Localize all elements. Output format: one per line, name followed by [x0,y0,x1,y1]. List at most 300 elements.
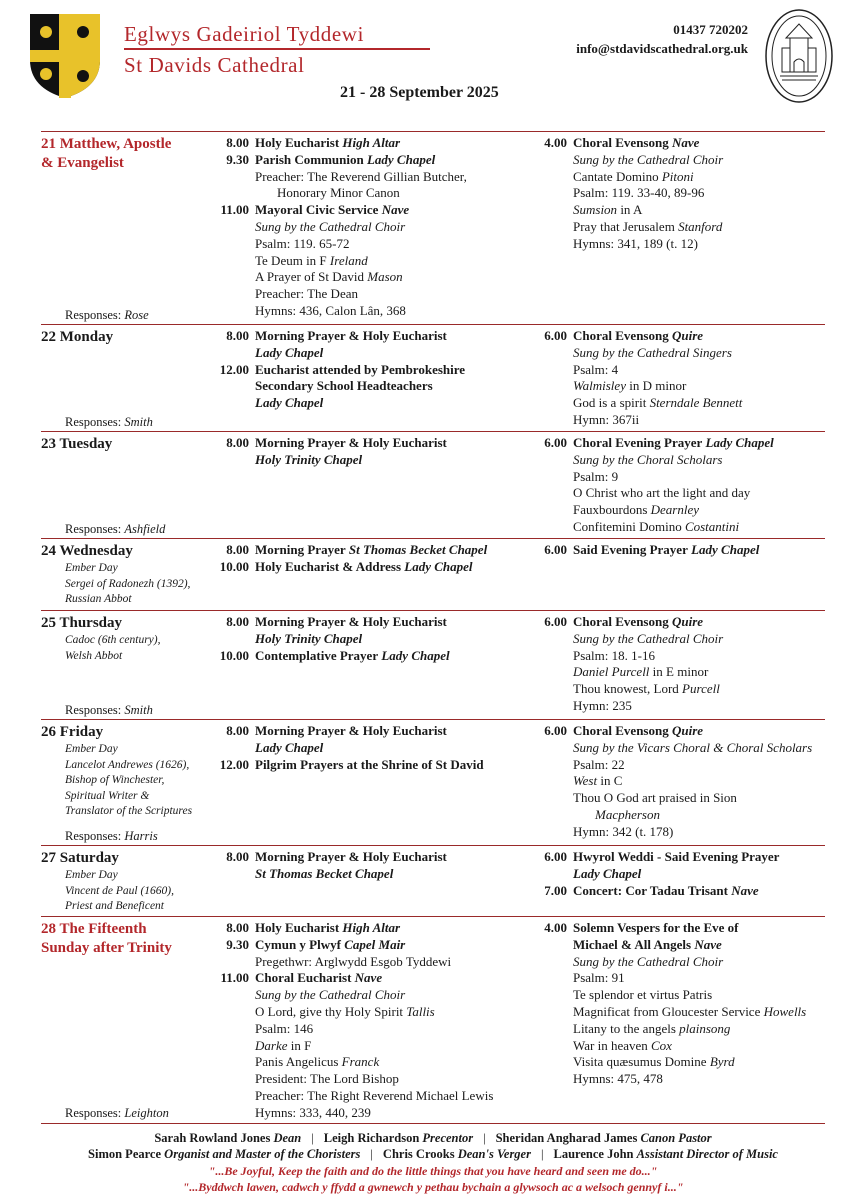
responses-prefix: Responses: [65,308,122,322]
evening-line [529,378,829,395]
responses-prefix: Responses: [65,415,122,429]
service-text [255,740,323,757]
morning-line [211,435,541,452]
morning-line [211,849,541,866]
service-text [573,1071,663,1088]
day-row [41,540,825,611]
morning-line [211,1088,541,1105]
service-venue: Nave [381,202,410,218]
composer-name: Byrd [709,1054,735,1070]
service-text [573,362,618,379]
service-name-cont: Secondary School Headteachers [255,378,433,394]
service-text [255,362,465,379]
service-text [573,345,732,362]
service-text [255,1038,311,1055]
service-text [573,435,774,452]
morning-line [211,328,541,345]
service-time: 10.00 [219,647,249,663]
morning-services [211,723,541,773]
responses-label [65,414,153,431]
evening-line [529,202,829,219]
morning-line [211,185,541,202]
service-text [573,614,703,631]
service-text [255,866,393,883]
service-text [255,345,323,362]
evening-line [529,1004,829,1021]
service-venue: Lady Chapel [705,435,774,450]
music-or-detail: Preacher: The Right Reverend Michael Lewis [255,1087,494,1103]
date-range: 21 - 28 September 2025 [340,84,499,101]
title-english: St Davids Cathedral [124,53,305,77]
evening-services [529,920,829,1088]
morning-line [211,542,541,559]
service-text [255,378,433,395]
composer-name: Walmisley [573,378,626,394]
music-or-detail: Psalm: 18. 1-16 [573,647,655,663]
service-name: Morning Prayer & Holy Eucharist [255,849,447,864]
service-text [255,236,350,253]
music-or-detail: God is a spirit [573,395,647,411]
commemoration-notes [65,742,215,820]
morning-line [211,303,541,320]
evening-line [529,469,829,486]
service-text [573,236,698,253]
evening-line [529,773,829,790]
morning-line [211,452,541,469]
service-name-cont: Michael & All Angels [573,936,692,952]
service-venue: Nave [671,135,700,150]
responses-label [65,307,149,324]
service-venue: Lady Chapel [255,344,324,360]
footer-separator: | [370,1147,373,1161]
evening-line [529,723,829,740]
commemoration-line: Lancelot Andrewes (1626), [65,758,190,771]
service-text [573,954,723,971]
responses-prefix: Responses: [65,522,122,536]
service-time: 8.00 [226,542,249,557]
composer-name: Sumsion [573,202,618,218]
evening-line [529,395,829,412]
morning-line [211,1071,541,1088]
service-venue: High Altar [342,920,401,935]
service-time: 8.00 [226,849,249,864]
commemoration-line: Priest and Beneficent [65,900,164,912]
service-text [255,328,447,345]
evening-line [529,412,829,429]
music-or-detail: O Christ who art the light and day [573,485,751,501]
staff-role: Precentor [422,1131,474,1145]
day-row [41,612,825,720]
morning-line [211,236,541,253]
service-time: 9.30 [226,936,249,952]
service-text [255,219,405,236]
service-time: 4.00 [544,135,567,150]
music-or-detail: in F [290,1037,312,1053]
evening-line [529,1071,829,1088]
day-divider [41,324,825,325]
service-text [573,202,642,219]
service-venue: Lady Chapel [691,542,760,557]
service-name: Morning Prayer & Holy Eucharist [255,435,447,450]
day-divider [41,538,825,539]
morning-line [211,920,541,937]
composer-name: plainsong [679,1020,731,1036]
morning-services [211,328,541,412]
commemoration-line: Ember Day [65,743,118,755]
service-name: Choral Evening Prayer [573,435,703,450]
service-text [573,519,739,536]
service-name: Contemplative Prayer [255,647,379,663]
music-or-detail: Preacher: The Dean [255,286,358,302]
footer-divider [41,1123,825,1124]
music-or-detail: Litany to the angels [573,1020,676,1036]
service-text [573,790,737,807]
service-name: Parish Communion [255,151,364,167]
morning-line [211,152,541,169]
music-or-detail: Confitemini Domino [573,518,682,534]
music-or-detail: Te splendor et virtus Patris [573,987,713,1003]
day-title: 27 Saturday [41,850,119,866]
composer-name: Howells [763,1003,807,1019]
music-or-detail: Hymns: 436, Calon Lân, 368 [255,302,406,318]
service-text [573,698,632,715]
responses-label [65,521,165,538]
morning-line [211,202,541,219]
service-text [573,1054,735,1071]
service-text [255,269,403,286]
music-or-detail: Psalm: 22 [573,756,625,772]
composer-name: Dearnley [650,502,700,518]
service-text [573,485,750,502]
day-row [41,847,825,917]
day-divider [41,131,825,132]
service-text [255,435,447,452]
service-text [573,1004,806,1021]
service-time: 6.00 [544,542,567,557]
commemoration-line: Translator of the Scriptures [65,805,193,817]
service-text [255,286,358,303]
service-text [573,937,722,954]
service-text [573,681,720,698]
music-or-detail: in A [620,202,643,218]
evening-line [529,681,829,698]
service-text [255,253,368,270]
service-name: Choral Evensong [573,135,669,150]
composer-name: Cox [651,1037,672,1053]
quote-english: "...Be Joyful, Keep the faith and do the little things that you have heard and seen me do..." [208,1164,658,1178]
service-text [573,219,722,236]
service-name: Morning Prayer [255,542,346,557]
service-venue: Nave [354,970,383,986]
staff-line [0,1146,866,1162]
morning-services [211,920,541,1122]
day-divider [41,845,825,846]
evening-line [529,740,829,757]
music-or-detail: Psalm: 4 [573,361,619,377]
morning-services [211,135,541,320]
service-text [255,152,435,169]
service-venue: Lady Chapel [366,151,436,167]
commemoration-line: Ember Day [65,869,118,881]
email-address[interactable]: info@stdavidscathedral.org.uk [576,41,748,56]
staff-role: Organist and Master of the Choristers [164,1147,361,1161]
italic-note: Sung by the Cathedral Choir [573,630,724,646]
service-text [255,202,409,219]
service-text [573,328,703,345]
service-text [255,542,487,559]
service-text [255,1088,493,1105]
commemoration-line: Ember Day [65,562,118,574]
service-venue: St Thomas Becket Chapel [348,542,488,557]
responses-label [65,702,153,719]
music-or-detail: Psalm: 9 [573,468,619,484]
music-or-detail: Visita quæsumus Domine [573,1054,707,1070]
music-or-detail: Pregethwr: Arglwydd Esgob Tyddewi [255,953,452,969]
service-text [255,937,405,954]
italic-note: Sung by the Cathedral Choir [573,953,724,969]
music-or-detail: Psalm: 119. 65-72 [255,235,350,251]
responses-setting: Harris [124,829,158,843]
service-time: 7.00 [544,882,567,898]
evening-line [529,519,829,536]
morning-services [211,614,541,664]
morning-line [211,1054,541,1071]
evening-line [529,757,829,774]
evening-line [529,954,829,971]
service-venue: Nave [694,936,722,952]
service-venue: Lady Chapel [573,865,642,881]
service-venue: Quire [671,723,704,738]
evening-line [529,614,829,631]
service-time: 6.00 [544,328,567,343]
service-text [573,849,779,866]
evening-line [529,1054,829,1071]
service-time: 6.00 [544,849,567,864]
staff-name: Leigh Richardson [323,1131,420,1145]
composer-name: West [573,773,598,789]
italic-note: Sung by the Cathedral Choir [255,218,406,234]
service-text [255,1021,313,1038]
music-or-detail: Psalm: 146 [255,1020,314,1036]
music-or-detail: Hymns: 341, 189 (t. 12) [573,235,698,251]
service-text [573,740,812,757]
service-text [573,920,739,937]
service-text [255,135,400,152]
service-text [255,1004,435,1021]
service-text [573,723,703,740]
service-name: Holy Eucharist & Address [255,558,402,574]
title-divider [124,48,430,50]
responses-setting: Smith [124,415,153,429]
evening-line [529,362,829,379]
evening-line [529,937,829,954]
morning-line [211,1038,541,1055]
service-text [255,1105,371,1122]
service-name: Morning Prayer & Holy Eucharist [255,328,447,343]
service-time: 6.00 [544,614,567,629]
evening-line [529,542,829,559]
service-text [255,970,382,987]
music-or-detail: Preacher: The Reverend Gillian Butcher, [255,168,467,184]
music-or-detail: Hymn: 342 (t. 178) [573,823,674,839]
service-name: Eucharist attended by Pembrokeshire [255,361,466,377]
music-or-detail: Cantate Domino [573,168,659,184]
service-name: Hwyrol Weddi - Said Evening Prayer [573,849,780,864]
evening-line [529,790,829,807]
commemoration-line: Welsh Abbot [65,649,123,662]
staff-name: Sarah Rowland Jones [154,1131,271,1145]
composer-name: Pitoni [661,168,694,184]
service-text [573,502,699,519]
day-row [41,721,825,846]
service-name: Choral Evensong [573,328,669,343]
music-or-detail: Pray that Jerusalem [573,218,675,234]
music-or-detail: Thou O God art praised in Sion [573,790,737,806]
service-venue: St Thomas Becket Chapel [255,865,394,881]
day-row [41,326,825,432]
service-text [255,954,451,971]
morning-line [211,740,541,757]
footer-separator: | [540,1147,544,1161]
service-text [255,757,484,774]
service-text [255,303,406,320]
music-or-detail: A Prayer of St David [255,269,365,285]
italic-note: Sung by the Cathedral Choir [255,987,406,1003]
morning-line [211,219,541,236]
morning-line [211,1004,541,1021]
contact-block [576,20,748,58]
music-or-detail: Hymns: 475, 478 [573,1071,663,1087]
italic-note: Sung by the Vicars Choral & Choral Scholars [573,739,813,755]
service-text [573,631,723,648]
morning-line [211,345,541,362]
day-divider [41,719,825,720]
staff-name: Chris Crooks [382,1147,455,1161]
morning-line [211,378,541,395]
music-or-detail: Hymn: 367ii [573,411,640,427]
composer-name: Sterndale Bennett [649,395,743,411]
service-venue: Holy Trinity Chapel [255,630,363,646]
service-text [255,723,447,740]
service-text [573,185,704,202]
evening-line [529,866,829,883]
service-text [255,648,450,665]
staff-name: Simon Pearce [88,1147,162,1161]
service-time: 11.00 [220,202,249,218]
morning-services [211,542,541,576]
title-welsh: Eglwys Gadeiriol Tyddewi [124,22,365,46]
morning-line [211,559,541,576]
morning-line [211,169,541,186]
day-title: 23 Tuesday [41,436,113,452]
service-time: 8.00 [226,614,249,629]
morning-line [211,362,541,379]
service-venue: Lady Chapel [255,739,324,755]
phone-number: 01437 720202 [673,22,748,37]
evening-line [529,485,829,502]
service-time: 9.30 [226,151,249,167]
evening-line [529,807,829,824]
commemoration-line: Russian Abbot [65,593,132,605]
commemoration-notes [65,561,215,608]
music-or-detail: Te Deum in F [255,252,327,268]
italic-note: Macpherson [595,806,660,822]
staff-role: Dean's Verger [457,1147,531,1161]
service-text [255,1054,379,1071]
evening-line [529,345,829,362]
music-or-detail: Honorary Minor Canon [277,185,400,201]
morning-line [211,987,541,1004]
evening-services [529,135,829,253]
commemoration-notes [65,633,215,664]
cathedral-shield-logo [28,12,102,100]
service-time: 12.00 [219,361,249,377]
service-name: Solemn Vespers for the Eve of [573,920,739,935]
service-name: Morning Prayer & Holy Eucharist [255,614,447,629]
responses-prefix: Responses: [65,1106,122,1120]
day-title: 21 Matthew, Apostle & Evangelist [41,136,172,171]
service-text [573,648,655,665]
responses-setting: Rose [124,308,149,322]
evening-services [529,435,829,536]
evening-line [529,185,829,202]
evening-line [529,435,829,452]
service-text [573,395,742,412]
music-or-detail: in E minor [652,664,709,680]
evening-line [529,1038,829,1055]
evening-line [529,920,829,937]
music-or-detail: O Lord, give thy Holy Spirit [255,1003,404,1019]
morning-line [211,286,541,303]
service-text [573,883,759,900]
service-time: 8.00 [226,723,249,738]
day-title: 22 Monday [41,329,114,345]
composer-name: Daniel Purcell [573,664,650,680]
music-or-detail: Hymns: 333, 440, 239 [255,1104,371,1120]
responses-prefix: Responses: [65,829,122,843]
cathedral-seal-icon [764,8,834,104]
responses-label [65,1105,169,1122]
service-text [573,452,723,469]
clergy-line [0,1130,866,1146]
responses-label [65,828,158,845]
music-or-detail: Magnificat from Gloucester Service [573,1003,761,1019]
evening-line [529,987,829,1004]
staff-name: Sheridan Angharad James [495,1131,638,1145]
evening-line [529,1021,829,1038]
quote-welsh: "...Byddwch lawen, cadwch y ffydd a gwnewch y pethau bychain a glywsoch ac a welsoch gennyf i..." [182,1180,684,1194]
service-text [573,169,694,186]
composer-name: Ireland [329,252,368,268]
commemoration-line: Cadoc (6th century), [65,634,161,646]
commemoration-line: Vincent de Paul (1660), [65,884,175,897]
footer-separator: | [311,1131,314,1145]
evening-services [529,614,829,715]
evening-line [529,502,829,519]
service-time: 8.00 [226,920,249,935]
day-row [41,433,825,539]
morning-line [211,937,541,954]
day-row [41,918,825,1123]
service-text [255,452,362,469]
music-or-detail: Psalm: 91 [573,970,625,986]
service-text [573,469,618,486]
music-or-detail: in C [600,773,623,789]
morning-line [211,970,541,987]
evening-line [529,824,829,841]
service-text [573,866,641,883]
service-text [573,1021,730,1038]
